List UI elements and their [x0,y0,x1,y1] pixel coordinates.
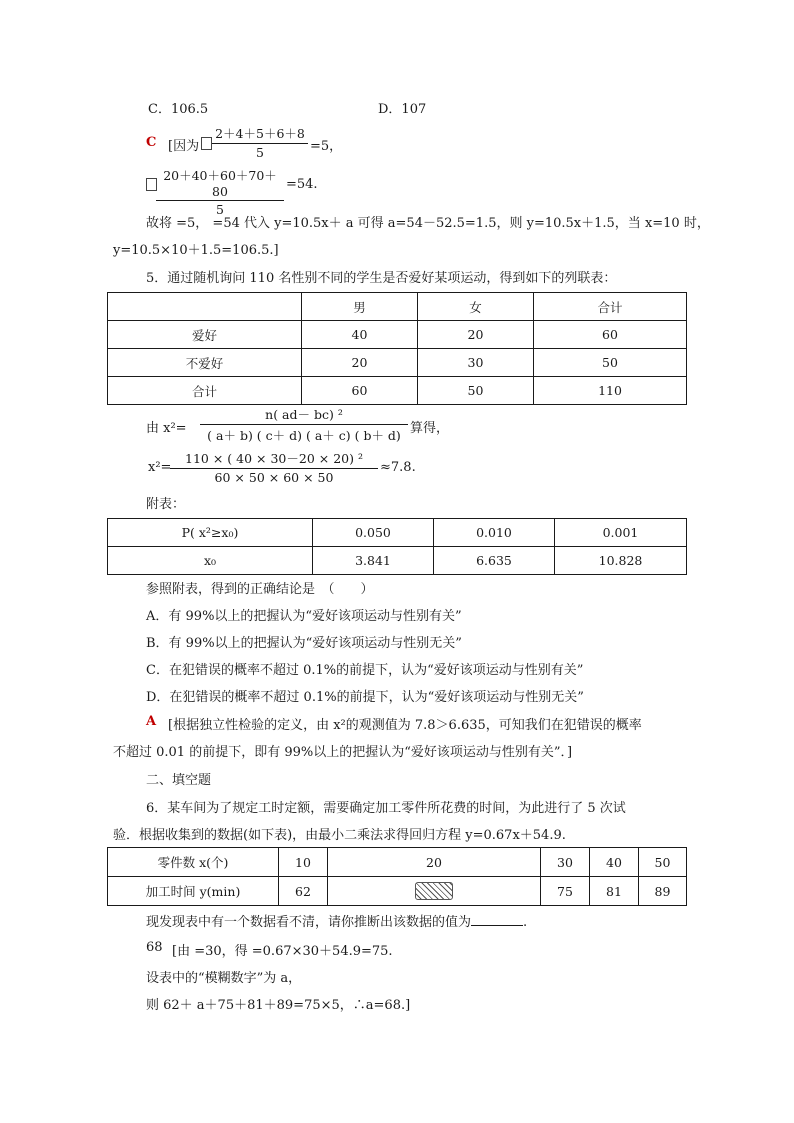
blurred-value-icon [415,882,453,900]
question-stem: 5．通过随机询问 110 名性别不同的学生是否爱好某项运动，得到如下的列联表： [146,271,617,286]
fill-question-end: . [523,915,528,930]
table-cell: 81 [590,877,639,906]
table-cell: 合计 [108,377,302,405]
fraction-y-mean [156,166,284,217]
table-cell: 零件数 x(个) [108,848,279,877]
contingency-table [107,292,687,405]
fraction-numerator: n( ad－ bc) ² [200,405,408,425]
answer-value: 68 [146,940,163,955]
fraction-denominator: 5 [216,202,224,217]
option-c: C．在犯错误的概率不超过 0.1%的前提下，认为“爱好该项运动与性别有关” [146,663,584,678]
table-cell: 50 [534,349,687,377]
solution-equals: =54. [286,177,318,192]
table-row [108,547,687,575]
table-row [108,377,687,405]
table-cell: 女 [418,293,534,321]
table-cell: 40 [302,321,418,349]
formula-suffix: 算得， [410,421,450,436]
question-prompt: 参照附表，得到的正确结论是 （ ） [146,582,374,597]
table-cell: 60 [534,321,687,349]
section-heading: 二、填空题 [146,773,212,788]
table-cell: 爱好 [108,321,302,349]
answer-letter: C [146,135,157,150]
fraction-numerator: 20＋40＋60＋70＋80 [156,166,284,201]
table-cell: 合计 [534,293,687,321]
table-cell: 30 [418,349,534,377]
table-cell [328,877,541,906]
formula-prefix: 由 x²= [146,421,187,436]
table-cell: 加工时间 y(min) [108,877,279,906]
table-cell: 男 [302,293,418,321]
fill-question-text: 现发现表中有一个数据看不清，请你推断出该数据的值为 [146,915,472,930]
chi-square-calculation [170,449,378,485]
table-cell: 110 [534,377,687,405]
table-cell: 0.010 [434,519,555,547]
table-cell [108,293,302,321]
option-d: D．在犯错误的概率不超过 0.1%的前提下，认为“爱好该项运动与性别无关” [146,690,584,705]
table-cell: 不爱好 [108,349,302,377]
answer-blank [471,912,523,926]
fraction-x-mean [212,124,308,160]
solution-line: 则 62＋ a＋75＋81＋89=75×5，∴a=68.] [146,998,411,1013]
fraction-denominator: ( a＋ b) ( c＋ d) ( a＋ c) ( b＋ d) [207,428,401,443]
table-row [108,321,687,349]
table-cell: 62 [279,877,328,906]
regression-data-table [107,847,687,906]
fill-question [146,911,527,930]
table-row [108,877,687,906]
fraction-numerator: 2＋4＋5＋6＋8 [212,124,308,144]
solution-prefix: [因为 [168,139,200,154]
question-stem: 6．某车间为了规定工时定额，需要确定加工零件所花费的时间，为此进行了 5 次试 [146,801,626,816]
solution-line: 不超过 0.01 的前提下，即有 99%以上的把握认为“爱好该项运动与性别有关”．] [113,745,573,760]
table-cell: 20 [302,349,418,377]
table-cell: P( x²≥x₀) [108,519,313,547]
table-row [108,848,687,877]
fraction-denominator: 60 × 50 × 60 × 50 [214,470,334,485]
fraction-denominator: 5 [256,145,264,160]
table-cell: 10 [279,848,328,877]
chi-square-formula [200,405,408,444]
table-cell: 60 [302,377,418,405]
critical-value-table [107,518,687,575]
option-c: C．106.5 [148,102,209,117]
table-cell: 20 [328,848,541,877]
solution-line: [根据独立性检验的定义，由 x²的观测值为 7.8＞6.635，可知我们在犯错误的概率 [168,718,642,733]
table-cell: 0.001 [555,519,687,547]
table-cell: 30 [541,848,590,877]
table-cell: 6.635 [434,547,555,575]
solution-line: [由 =30，得 =0.67×30＋54.9=75. [172,944,393,959]
fraction-numerator: 110 × ( 40 × 30－20 × 20) ² [170,449,378,469]
answer-letter: A [146,714,157,729]
table-cell: 20 [418,321,534,349]
table-row [108,349,687,377]
option-d: D．107 [378,102,427,117]
option-a: A．有 99%以上的把握认为“爱好该项运动与性别有关” [146,609,462,624]
solution-line: y=10.5×10＋1.5=106.5.] [113,243,279,258]
table-cell: x₀ [108,547,313,575]
appendix-label: 附表： [146,497,186,512]
solution-line: 设表中的“模糊数字”为 a， [146,971,302,986]
calc-suffix: ≈7.8. [380,460,416,475]
calc-prefix: x²= [148,460,172,475]
table-row [108,519,687,547]
table-cell: 89 [639,877,687,906]
table-cell: 3.841 [313,547,434,575]
table-header-row [108,293,687,321]
solution-equals: =5， [310,139,343,154]
table-cell: 10.828 [555,547,687,575]
table-cell: 50 [639,848,687,877]
x-bar-symbol [201,137,212,150]
option-b: B．有 99%以上的把握认为“爱好该项运动与性别无关” [146,636,462,651]
table-cell: 75 [541,877,590,906]
table-cell: 40 [590,848,639,877]
table-cell: 0.050 [313,519,434,547]
solution-line: 故将 =5， =54 代入 y=10.5x＋ a 可得 a=54－52.5=1.5，则 y=10.5x＋1.5，当 x=10 时， [146,216,710,231]
table-cell: 50 [418,377,534,405]
question-stem: 验．根据收集到的数据(如下表)，由最小二乘法求得回归方程 y=0.67x＋54.9. [113,828,566,843]
